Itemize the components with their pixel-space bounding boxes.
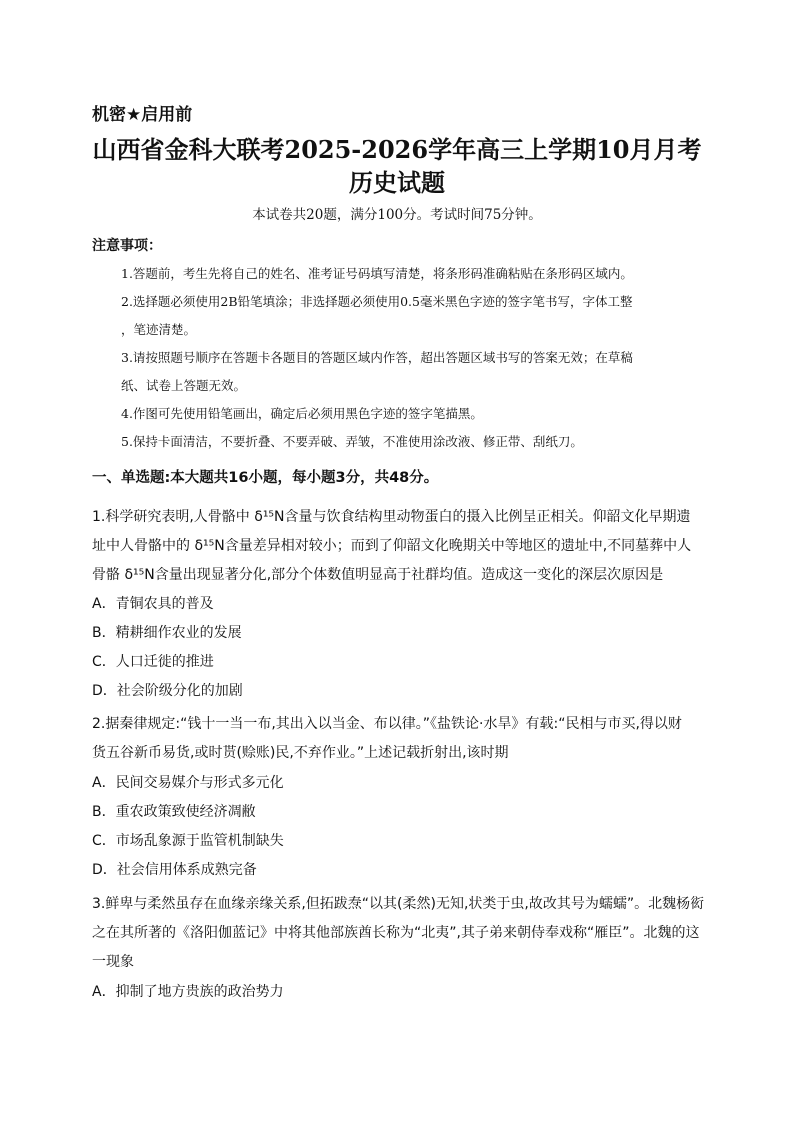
question-1-text: 址中人骨骼中的 δ¹⁵N含量差异相对较小；而到了仰韶文化晚期关中等地区的遗址中,不同墓葬中人 [92, 538, 692, 554]
question-1-option-a: A．青铜农具的普及 [92, 596, 214, 612]
notice-item: 5.保持卡面清洁，不要折叠、不要弄破、弄皱，不准使用涂改液、修正带、刮纸刀。 [121, 434, 583, 449]
section-heading: 一、单选题:本大题共16小题，每小题3分，共48分。 [92, 470, 439, 486]
question-1-text: 骨骼 δ¹⁵N含量出现显著分化,部分个体数值明显高于社群均值。造成这一变化的深层次原因是 [92, 567, 664, 583]
question-3-text: 3.鲜卑与柔然虽存在血缘亲缘关系,但拓跋焘“以其(柔然)无知,状类于虫,故改其号为蠕蠕”。北魏杨衒 [92, 896, 705, 912]
question-3-text: 之在其所著的《洛阳伽蓝记》中将其他部族酋长称为“北夷”,其子弟来朝侍奉戏称“雁臣”。北魏的这 [92, 925, 700, 941]
notice-item: 纸、试卷上答题无效。 [121, 378, 247, 393]
notice-item: ，笔迹清楚。 [121, 322, 197, 337]
question-1-text: 1.科学研究表明,人骨骼中 δ¹⁵N含量与饮食结构里动物蛋白的摄入比例呈正相关。仰韶文化早期遗 [92, 509, 691, 525]
question-1-option-d: D．社会阶级分化的加剧 [92, 683, 243, 699]
notice-item: 2.选择题必须使用2B铅笔填涂；非选择题必须使用0.5毫米黑色字迹的签字笔书写，字体工整 [121, 294, 633, 309]
question-2-option-c: C．市场乱象源于监管机制缺失 [92, 833, 284, 849]
question-2-text: 2.据秦律规定:“钱十一当一布,其出入以当金、布以律。”《盐铁论·水旱》有载:“民相与市买,得以财 [92, 716, 682, 732]
question-1-option-b: B．精耕细作农业的发展 [92, 625, 242, 641]
confidential-label: 机密★启用前 [92, 105, 193, 125]
question-2-option-b: B．重农政策致使经济凋敝 [92, 804, 256, 820]
question-3-option-a: A．抑制了地方贵族的政治势力 [92, 984, 284, 1000]
question-2-option-d: D．社会信用体系成熟完备 [92, 862, 257, 878]
question-2-text: 货五谷新币易货,或时贳(赊账)民,不弃作业。”上述记载折射出,该时期 [92, 745, 509, 761]
subject-title: 历史试题 [349, 168, 445, 197]
exam-title: 山西省金科大联考2025-2026学年高三上学期10月月考 [92, 135, 702, 164]
notice-item: 1.答题前，考生先将自己的姓名、准考证号码填写清楚，将条形码准确粘贴在条形码区域内。 [121, 266, 633, 281]
question-1-option-c: C．人口迁徙的推进 [92, 654, 214, 670]
question-2-option-a: A．民间交易媒介与形式多元化 [92, 775, 284, 791]
notice-item: 3.请按照题号顺序在答题卡各题目的答题区域内作答，超出答题区域书写的答案无效；在草稿 [121, 350, 633, 365]
question-3-text: 一现象 [92, 954, 134, 970]
notice-item: 4.作图可先使用铅笔画出，确定后必须用黑色字迹的签字笔描黑。 [121, 406, 483, 421]
exam-info: 本试卷共20题，满分100分。考试时间75分钟。 [252, 207, 542, 223]
notice-heading: 注意事项： [92, 238, 162, 254]
